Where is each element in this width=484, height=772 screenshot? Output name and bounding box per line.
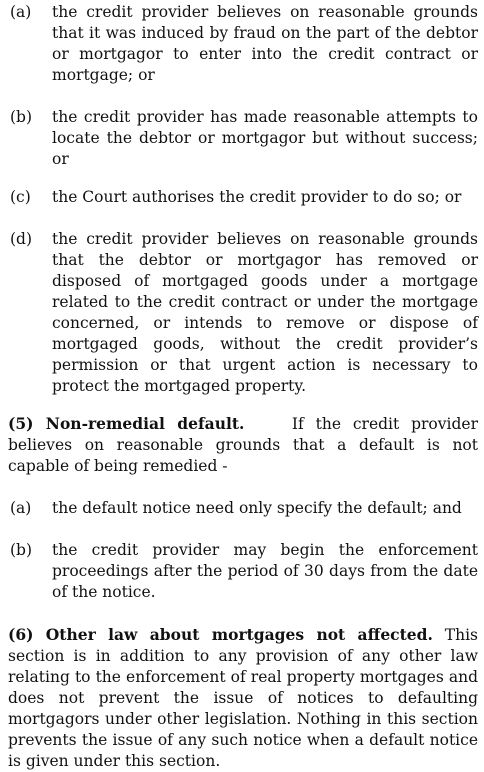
section-5-text: If the credit provider believes on reasonable grounds that a default is not capable of being remedied - <box>8 415 478 475</box>
item-label: (b) <box>10 541 33 559</box>
section-6-heading: (6) Other law about mortgages not affected. <box>8 625 433 644</box>
item-label: (a) <box>10 3 32 21</box>
section-6-paragraph <box>8 624 478 772</box>
item-text: the credit provider believes on reasonable grounds that the debtor or mortgagor has removed or disposed of mortgaged goods under a mortgage related to the credit contract or under the mortgage concerned, or intends to remove or dispose of mortgaged goods, without the credit provider’s permission or that urgent action is necessary to protect the mortgaged property. <box>52 230 478 395</box>
item-label: (a) <box>10 499 32 517</box>
item-text: the default notice need only specify the default; and <box>52 499 462 517</box>
item-text: the credit provider believes on reasonable grounds that it was induced by fraud on the part of the debtor or mortgagor to enter into the credit contract or mortgage; or <box>52 3 478 84</box>
item-text: the credit provider has made reasonable attempts to locate the debtor or mortgagor but without success; or <box>52 108 478 168</box>
item-text: the credit provider may begin the enforcement proceedings after the period of 30 days from the date of the notice. <box>52 541 478 601</box>
section-6-text: This section is in addition to any provision of any other law relating to the enforcement of real property mortgages and does not prevent the issue of notices to defaulting mortgagors under other legislation. Nothing in this section prevents the issue of any such notice when a default notice is given under this section. <box>8 626 479 770</box>
item-label: (b) <box>10 108 33 126</box>
section-5-paragraph <box>8 413 478 477</box>
item-label: (c) <box>10 188 31 206</box>
item-label: (d) <box>10 230 33 248</box>
item-text: the Court authorises the credit provider to do so; or <box>52 188 462 206</box>
section-5-heading: (5) Non-remedial default. <box>8 414 245 433</box>
